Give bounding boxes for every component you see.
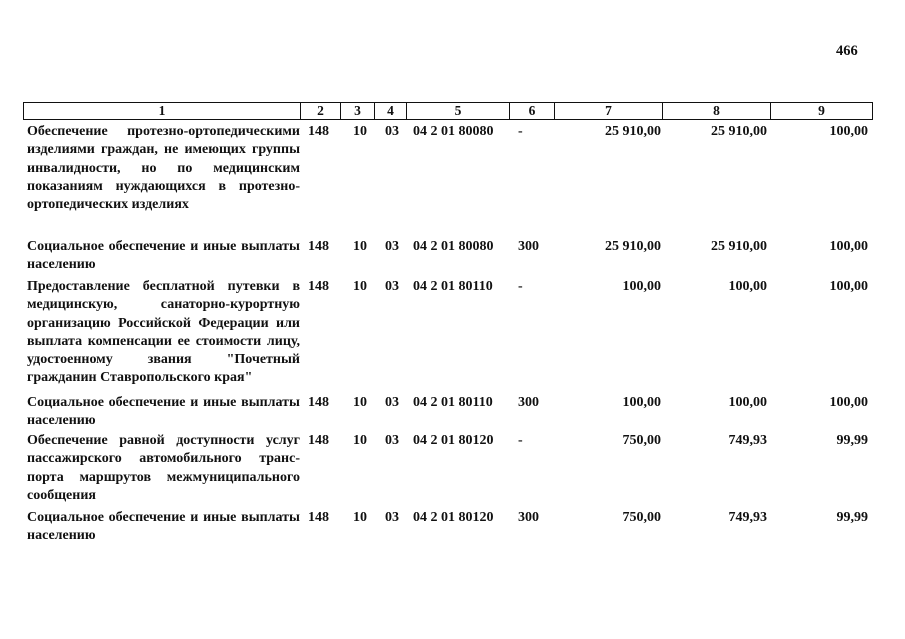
header-col-7: 7 xyxy=(555,103,663,119)
row-actual: 25 910,00 xyxy=(711,124,767,139)
row-type: 300 xyxy=(518,239,539,254)
header-col-5: 5 xyxy=(407,103,510,119)
row-actual: 100,00 xyxy=(728,395,767,410)
row-actual: 749,93 xyxy=(728,510,767,525)
row-target: 04 2 01 80110 xyxy=(413,279,493,294)
row-target: 04 2 01 80080 xyxy=(413,124,494,139)
row-code: 148 xyxy=(308,433,329,448)
row-type: - xyxy=(518,124,523,139)
row-percent: 100,00 xyxy=(829,279,868,294)
header-col-3: 3 xyxy=(341,103,375,119)
row-plan: 100,00 xyxy=(622,395,661,410)
header-col-9: 9 xyxy=(818,103,825,118)
row-section: 10 xyxy=(353,510,367,525)
row-section: 10 xyxy=(353,124,367,139)
row-name: Обеспечение равной доступности услуг пассажирского автомобильного транс-порта маршрутов межмуниципального сообщения xyxy=(27,433,300,503)
row-subsection: 03 xyxy=(385,124,399,139)
row-actual: 100,00 xyxy=(728,279,767,294)
row-section: 10 xyxy=(353,433,367,448)
table-header xyxy=(23,102,873,120)
row-percent: 99,99 xyxy=(836,433,868,448)
row-subsection: 03 xyxy=(385,395,399,410)
header-col-4: 4 xyxy=(375,103,407,119)
row-target: 04 2 01 80120 xyxy=(413,433,494,448)
row-code: 148 xyxy=(308,395,329,410)
row-code: 148 xyxy=(308,510,329,525)
row-plan: 25 910,00 xyxy=(605,239,661,254)
row-percent: 100,00 xyxy=(829,395,868,410)
header-col-8: 8 xyxy=(663,103,771,119)
row-actual: 25 910,00 xyxy=(711,239,767,254)
row-subsection: 03 xyxy=(385,279,399,294)
row-subsection: 03 xyxy=(385,239,399,254)
row-percent: 100,00 xyxy=(829,124,868,139)
row-type: - xyxy=(518,433,523,448)
row-percent: 100,00 xyxy=(829,239,868,254)
row-name: Социальное обеспечение и иные выплаты населению xyxy=(27,395,300,429)
row-name: Предоставление бесплатной путевки в медицинскую, санаторно-курортную организацию Российской Федерации или выплата компенсации ее стоимости лицу, удостоенному звания "Почетный гражданин Ставропольского края" xyxy=(27,279,300,386)
row-plan: 25 910,00 xyxy=(605,124,661,139)
header-col-6: 6 xyxy=(510,103,555,119)
row-code: 148 xyxy=(308,279,329,294)
row-actual: 749,93 xyxy=(728,433,767,448)
row-type: 300 xyxy=(518,395,539,410)
row-section: 10 xyxy=(353,395,367,410)
row-type: - xyxy=(518,279,523,294)
row-code: 148 xyxy=(308,239,329,254)
row-section: 10 xyxy=(353,279,367,294)
row-subsection: 03 xyxy=(385,433,399,448)
page-number: 466 xyxy=(836,43,858,59)
row-type: 300 xyxy=(518,510,539,525)
row-plan: 750,00 xyxy=(622,433,661,448)
row-code: 148 xyxy=(308,124,329,139)
row-target: 04 2 01 80110 xyxy=(413,395,493,410)
row-percent: 99,99 xyxy=(836,510,868,525)
row-subsection: 03 xyxy=(385,510,399,525)
row-plan: 100,00 xyxy=(622,279,661,294)
row-target: 04 2 01 80120 xyxy=(413,510,494,525)
row-name: Обеспечение протезно-ортопедическими изделиями граждан, не имеющих группы инвалидности, но по медицинским показаниям нуждающихся в протезно-ортопедических изделиях xyxy=(27,124,300,213)
row-name: Социальное обеспечение и иные выплаты населению xyxy=(27,239,300,273)
row-plan: 750,00 xyxy=(622,510,661,525)
row-section: 10 xyxy=(353,239,367,254)
header-col-1: 1 xyxy=(24,103,301,119)
row-target: 04 2 01 80080 xyxy=(413,239,494,254)
header-col-2: 2 xyxy=(301,103,341,119)
row-name: Социальное обеспечение и иные выплаты населению xyxy=(27,510,300,544)
